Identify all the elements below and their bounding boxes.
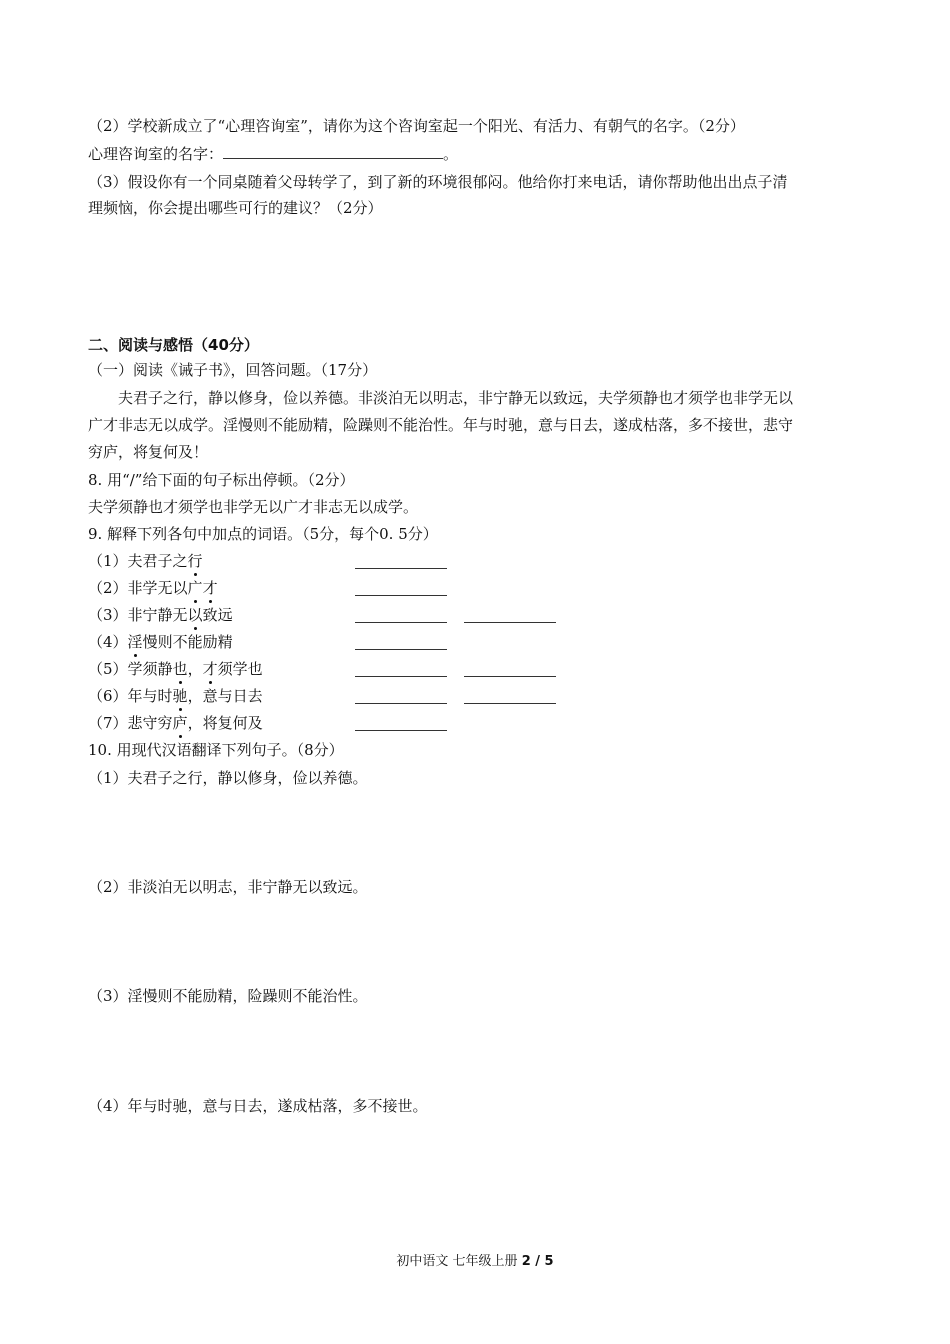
answer-blank[interactable] bbox=[464, 703, 556, 704]
answer-blank[interactable] bbox=[355, 568, 447, 569]
question-3-line1: （3）假设你有一个同桌随着父母转学了，到了新的环境很郁闷。他给你打来电话，请你帮助他出出点子清 bbox=[88, 173, 788, 191]
q10-item: （4）年与时驰，意与日去，遂成枯落，多不接世。 bbox=[88, 1097, 428, 1115]
question-3-line2: 理频恼，你会提出哪些可行的建议？（2分） bbox=[88, 199, 383, 217]
question-8-sentence: 夫学须静也才须学也非学无以广才非志无以成学。 bbox=[88, 498, 419, 516]
answer-blank[interactable] bbox=[464, 622, 556, 623]
answer-blank[interactable] bbox=[223, 144, 443, 159]
q9-item: （6）年与时驰，意与日去 bbox=[88, 687, 263, 705]
answer-line-2 bbox=[88, 144, 458, 164]
question-10: 10. 用现代汉语翻译下列句子。（8分） bbox=[88, 741, 344, 759]
answer-label: 心理咨询室的名字： bbox=[88, 145, 224, 163]
q9-item: （3）非宁静无以致远 bbox=[88, 606, 233, 624]
answer-blank[interactable] bbox=[355, 703, 447, 704]
q9-item: （7）悲守穷庐，将复何及 bbox=[88, 714, 263, 732]
passage-line-3: 穷庐，将复何及！ bbox=[88, 443, 209, 461]
sub-heading: （一）阅读《诫子书》，回答问题。（17分） bbox=[88, 361, 378, 379]
answer-blank[interactable] bbox=[355, 730, 447, 731]
q10-item: （2）非淡泊无以明志，非宁静无以致远。 bbox=[88, 878, 368, 896]
q10-item: （3）淫慢则不能励精，险躁则不能治性。 bbox=[88, 987, 368, 1005]
answer-blank[interactable] bbox=[355, 676, 447, 677]
answer-blank[interactable] bbox=[355, 595, 447, 596]
answer-blank[interactable] bbox=[464, 676, 556, 677]
q9-item: （2）非学无以广才 bbox=[88, 579, 218, 597]
passage-line-1: 夫君子之行，静以修身，俭以养德。非淡泊无以明志，非宁静无以致远，夫学须静也才须学也非学无以 bbox=[118, 389, 794, 407]
answer-blank[interactable] bbox=[355, 649, 447, 650]
page-number: 2 / 5 bbox=[521, 1254, 554, 1269]
q9-item: （5）学须静也，才须学也 bbox=[88, 660, 263, 678]
answer-end: 。 bbox=[443, 145, 459, 163]
question-8: 8. 用“/”给下面的句子标出停顿。（2分） bbox=[88, 471, 355, 489]
q9-item: （1）夫君子之行 bbox=[88, 552, 203, 570]
answer-blank[interactable] bbox=[355, 622, 447, 623]
passage-line-2: 广才非志无以成学。淫慢则不能励精，险躁则不能治性。年与时驰，意与日去，遂成枯落，多不接世，悲守 bbox=[88, 416, 794, 434]
footer-text: 初中语文 七年级上册 bbox=[396, 1254, 522, 1269]
question-2: （2）学校新成立了“心理咨询室”，请你为这个咨询室起一个阳光、有活力、有朝气的名字。（2分） bbox=[88, 117, 745, 135]
q9-item: （4）淫慢则不能励精 bbox=[88, 633, 233, 651]
q10-item: （1）夫君子之行，静以修身，俭以养德。 bbox=[88, 769, 368, 787]
question-9: 9. 解释下列各句中加点的词语。（5分，每个0. 5分） bbox=[88, 525, 438, 543]
page-footer bbox=[0, 1250, 950, 1269]
section-heading: 二、阅读与感悟（40分） bbox=[88, 336, 259, 354]
